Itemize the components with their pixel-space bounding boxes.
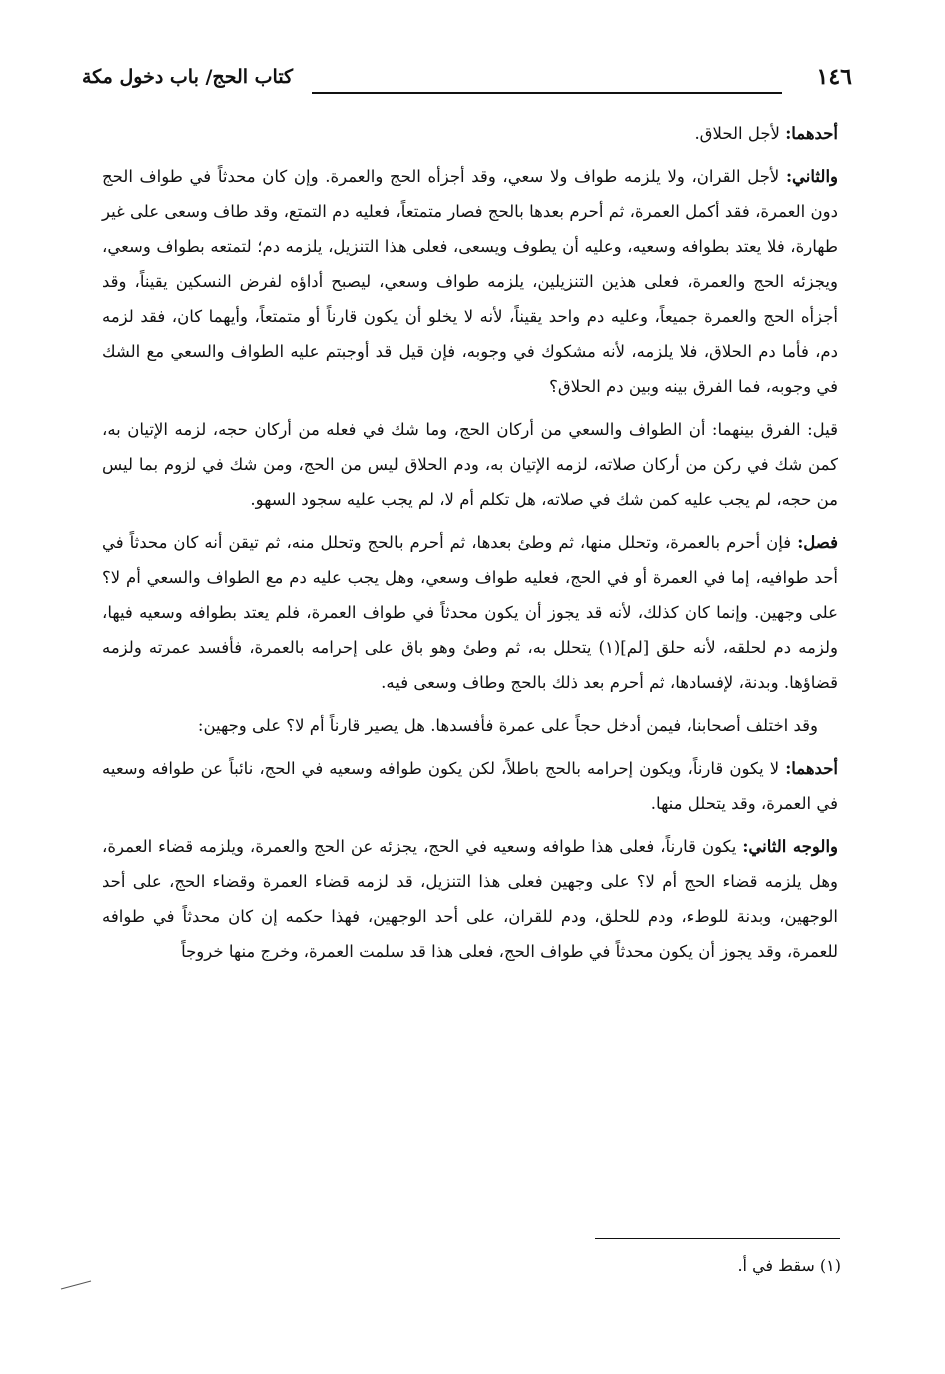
running-title: كتاب الحج/ باب دخول مكة xyxy=(82,66,294,88)
paragraph-lead: والوجه الثاني: xyxy=(742,837,838,856)
paragraph xyxy=(102,116,838,151)
paragraph-text: قيل: الفرق بينهما: أن الطواف والسعي من أركان الحج، وما شك في فعله من أركان حجه، لزمه الإتيان به، كمن شك في ركن من أركان صلاته، لزمه الإتيان به، ودم الحلاق ليس من الحج، ومن شك في لزوم بما ليس من حجه، لم يجب عليه كمن شك في صلاته، هل تكلم أم لا، لم يجب عليه سجود السهو. xyxy=(102,420,838,509)
scan-mark xyxy=(60,1280,92,1290)
page-header xyxy=(82,64,852,104)
paragraph-text: لأجل الحلاق. xyxy=(694,124,786,143)
paragraph-text: لأجل القران، ولا يلزمه طواف ولا سعي، وقد أجزأه الحج والعمرة. وإن كان محدثاً في طواف الحج دون العمرة، فقد أكمل العمرة، ثم أحرم بعدها بالحج فصار متمتعاً، فعليه دم التمتع، وقد طاف وسعى على غير طهارة، فلا يعتد بطوافه وسعيه، وعليه أن يطوف ويسعى، فعلى هذا التنزيل، يلزمه دم؛ لتمتعه بطواف وسعي، ويجزئه الحج والعمرة، فعلى هذين التنزيلين، يلزمه طواف وسعي، ليصبح أداؤه لفرض النسكين يقيناً، وقد أجزأه الحج والعمرة جميعاً، وعليه دم واحد يقيناً، لأنه لا يخلو أن يكون قارناً أو متمتعاً، وأيهما كان، فقد لزمه دم، فأما دم الحلاق، فلا يلزمه، لأنه مشكوك في وجوبه، فإن قيل قد أوجبتم عليه الطواف والسعي مع الشك في وجوبه، فما الفرق بينه وبين دم الحلاق؟ xyxy=(102,167,838,396)
paragraph xyxy=(102,829,838,969)
paragraph-text: وقد اختلف أصحابنا، فيمن أدخل حجاً على عمرة فأفسدها. هل يصير قارناً أم لا؟ على وجهين: xyxy=(197,716,818,735)
paragraph xyxy=(102,751,838,821)
paragraph-lead: أحدهما: xyxy=(785,124,838,143)
paragraph xyxy=(102,412,838,517)
main-text xyxy=(102,116,838,977)
footnote: (١) سقط في أ. xyxy=(737,1256,841,1275)
paragraph-lead: فصل: xyxy=(797,533,838,552)
page-number: ١٤٦ xyxy=(816,64,852,90)
paragraph-lead: أحدهما: xyxy=(785,759,838,778)
paragraph-text: يكون قارناً، فعلى هذا طوافه وسعيه في الحج، يجزئه عن الحج والعمرة، ويلزمه قضاء العمرة، وهل يلزمه قضاء الحج أم لا؟ على وجهين فعلى هذا التنزيل، قد لزمه قضاء العمرة وقضاء الحج، على أحد الوجهين، وبدنة للوطء، ودم للحلق، ودم للقران، على أحد الوجهين، فهذا حكمه إن كان محدثاً في طوافه للعمرة، وقد يجوز أن يكون محدثاً في طواف الحج، فعلى هذا قد سلمت العمرة، وخرج منها خروجاً xyxy=(102,837,838,961)
header-rule xyxy=(312,92,782,94)
paragraph xyxy=(102,159,838,404)
paragraph-text: لا يكون قارناً، ويكون إحرامه بالحج باطلاً، لكن يكون طوافه وسعيه في الحج، نائباً عن طوافه وسعيه في العمرة، وقد يتحلل منها. xyxy=(102,759,838,813)
paragraph-text: فإن أحرم بالعمرة، وتحلل منها، ثم وطئ بعدها، ثم أحرم بالحج وتحلل منه، ثم تيقن أنه كان محدثاً في أحد طوافيه، إما في العمرة أو في الحج، فعليه طواف وسعي، وهل يجب عليه دم مع الطواف والسعي أم لا؟ على وجهين. وإنما كان كذلك، لأنه قد يجوز أن يكون محدثاً في طواف العمرة، فلم يعتد بطوافه وسعيه فيها، ولزمه دم لحلقه، لأنه حلق [لم](١) يتحلل به، ثم وطئ وهو باق على إحرامه بالعمرة، فأفسد عمرته ولزمه قضاؤها. وبدنة، لإفسادها، ثم أحرم بعد ذلك بالحج وطاف وسعى فيه. xyxy=(102,533,838,692)
paragraph-lead: والثاني: xyxy=(785,167,838,186)
paragraph xyxy=(102,708,838,743)
paragraph xyxy=(102,525,838,700)
footnote-rule xyxy=(595,1238,840,1239)
